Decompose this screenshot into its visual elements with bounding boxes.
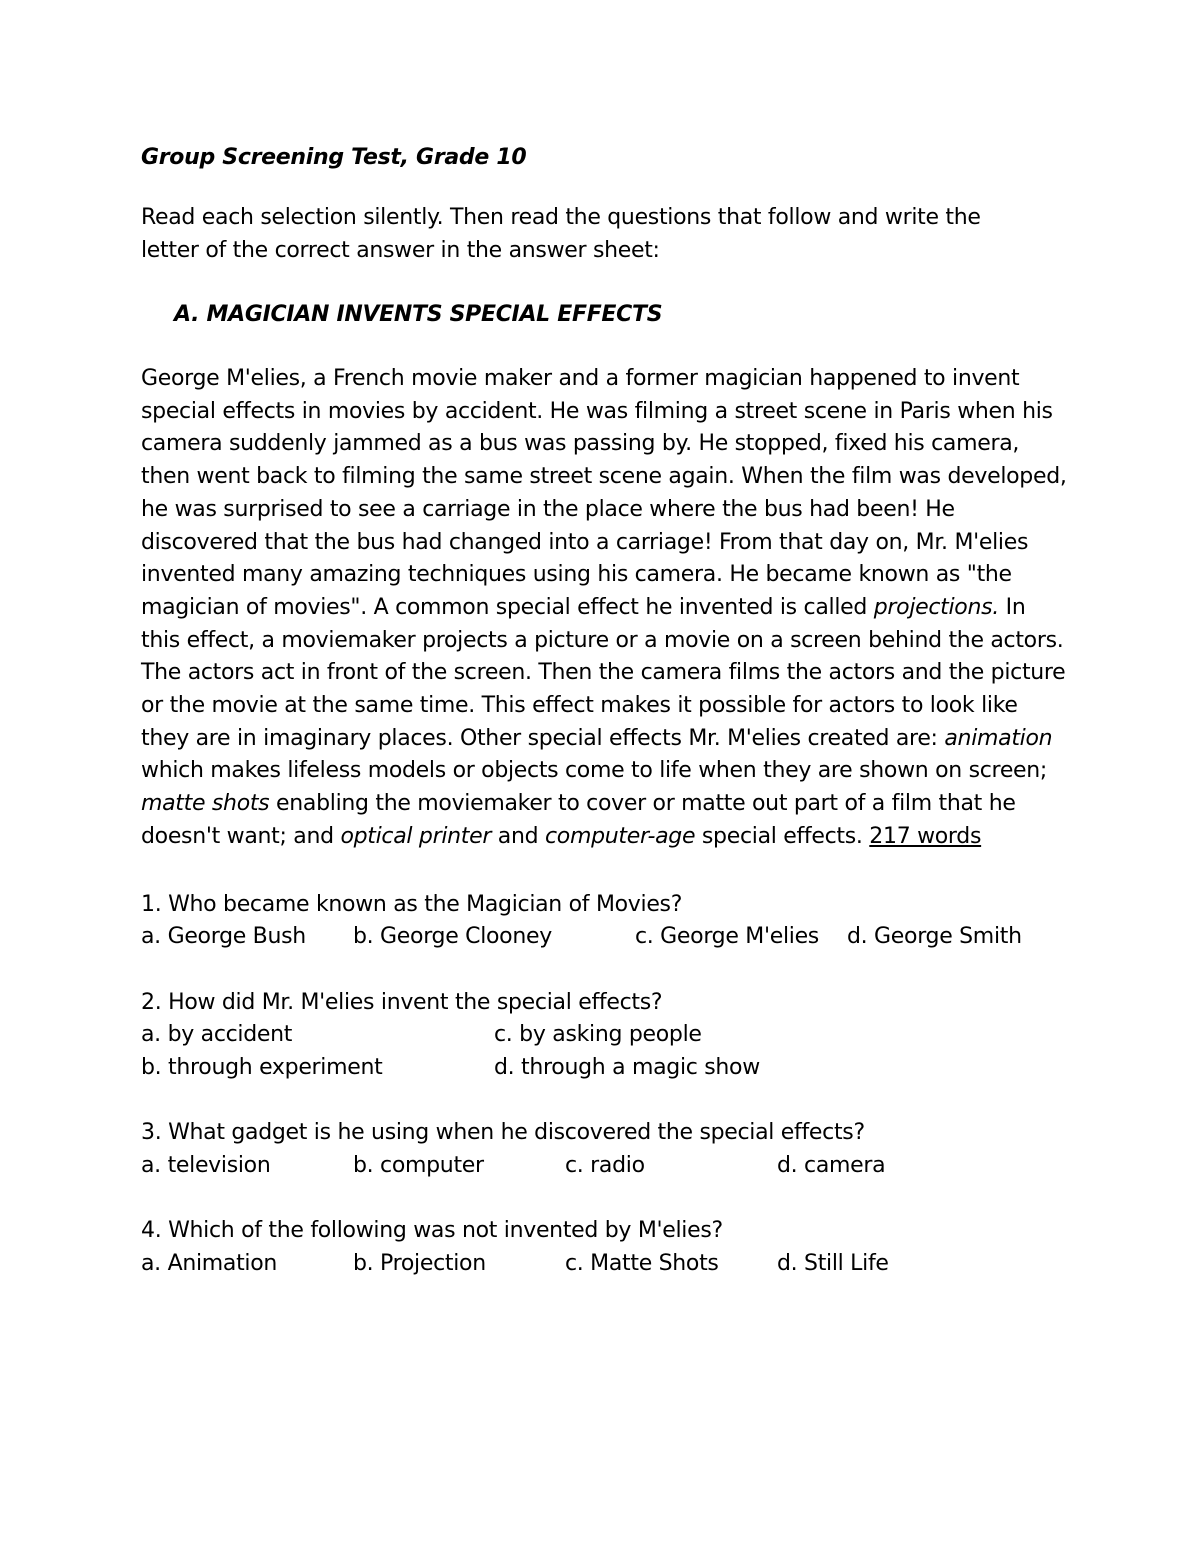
term-animation: animation [944, 725, 1053, 751]
passage-text-4: enabling the moviemaker to cover or matte out part of a film that he doesn't want; and [141, 791, 1016, 849]
answer-options-row-2 [141, 1052, 1071, 1085]
option-d: d. George Smith [847, 924, 1022, 950]
option-a: a. Animation [141, 1250, 278, 1276]
instructions-line-2: letter of the correct answer in the answer sheet: [141, 237, 660, 263]
question-text: 1. Who became known as the Magician of Movies? [141, 891, 683, 917]
question-1 [141, 889, 1071, 954]
passage-text-3: which makes lifeless models or objects come to life when they are shown on screen; [141, 758, 1048, 784]
answer-options [141, 921, 1071, 954]
option-d: d. through a magic show [494, 1054, 760, 1080]
answer-options [141, 1150, 1071, 1183]
passage-text-1: George M'elies, a French movie maker and a former magician happened to invent special effects in movies by accident. He was filming a street scene in Paris when his camera suddenly jammed as a bus was passing by. He stopped, fixed his camera, then went back to filming the same street scene again. When the film was developed, he was surprised to see a carriage in the place where the bus had been! He discovered that the bus had changed into a carriage! From that day on, Mr. M'elies invented many amazing techniques using his camera. He became known as "the magician of movies". A common special effect he invented is called [141, 366, 1067, 620]
option-a: a. television [141, 1152, 271, 1178]
term-optical-printer: optical printer [340, 823, 492, 849]
page-title: Group Screening Test, Grade 10 [141, 145, 527, 170]
option-c: c. Matte Shots [565, 1250, 719, 1276]
passage-text-6: special effects. [695, 823, 870, 849]
answer-options [141, 1248, 1071, 1281]
term-matte-shots: matte shots [141, 791, 270, 817]
section-heading: A. MAGICIAN INVENTS SPECIAL EFFECTS [174, 302, 663, 327]
option-a: a. by accident [141, 1022, 293, 1048]
answer-options-row-1 [141, 1019, 1071, 1052]
question-text: 2. How did Mr. M'elies invent the special effects? [141, 989, 663, 1015]
question-text: 4. Which of the following was not invented by M'elies? [141, 1218, 723, 1244]
term-projections: projections. [873, 594, 999, 620]
question-text: 3. What gadget is he using when he discovered the special effects? [141, 1120, 865, 1146]
option-c: c. radio [565, 1152, 645, 1178]
option-b: b. computer [353, 1152, 484, 1178]
option-d: d. Still Life [777, 1250, 889, 1276]
passage-text-2: In this effect, a moviemaker projects a picture or a movie on a screen behind the actors. The actors act in front of the screen. Then the camera films the actors and the picture or the movie at the same time. This effect makes it possible for actors to look like they are in imaginary places. Other special effects Mr. M'elies created are: [141, 594, 1066, 751]
instructions-line-1: Read each selection silently. Then read the questions that follow and write the [141, 205, 981, 230]
instructions [141, 202, 1071, 267]
option-b: b. through experiment [141, 1054, 383, 1080]
reading-passage [141, 363, 1071, 854]
test-page [141, 140, 1071, 1280]
passage-text-5: and [491, 823, 545, 849]
word-count: 217 words [869, 823, 982, 849]
option-c: c. George M'elies [635, 924, 819, 950]
option-d: d. camera [777, 1152, 886, 1178]
question-4 [141, 1215, 1071, 1280]
option-b: b. George Clooney [353, 924, 552, 950]
question-2 [141, 987, 1071, 1085]
option-c: c. by asking people [494, 1022, 702, 1048]
term-computer-age: computer-age [544, 823, 696, 849]
option-b: b. Projection [353, 1250, 486, 1276]
question-3 [141, 1117, 1071, 1182]
option-a: a. George Bush [141, 924, 306, 950]
